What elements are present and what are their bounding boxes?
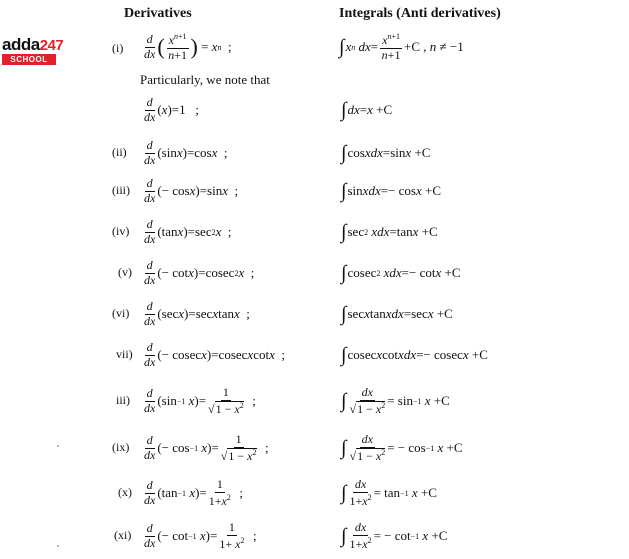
derivative-formula: $\frac{d}{dx}$ (tan x )=sec 2 x ;: [144, 216, 232, 246]
row-label: (xi): [114, 528, 132, 542]
derivative-formula: $\frac{d}{dx}$ (tan −1 x )= $\frac{1}{1+x^2}$ ;: [144, 476, 243, 508]
integral-formula: ∫ sec 2 x dx =tan x +C: [341, 221, 438, 243]
formula-row: [0, 212, 629, 252]
integrals-heading: Integrals (Anti derivatives): [339, 6, 501, 21]
logo-number: 247: [39, 37, 64, 54]
derivative-formula: $\frac{d}{dx}$ (− cos −1 x )= $\frac{1}{√1 - x^2}$ ;: [144, 431, 269, 463]
integral-formula: ∫ cos x dx =sin x +C: [341, 142, 431, 164]
row-label: (iii): [112, 183, 130, 197]
formula-row: [0, 294, 629, 334]
logo-name: adda: [2, 35, 40, 54]
row-label: iii): [116, 393, 130, 407]
row-label: vii): [116, 347, 133, 361]
integral-formula: ∫ $\frac{dx}{√1 - x^2}$ = − cos −1 x +C: [341, 431, 463, 463]
formula-row: [0, 516, 629, 556]
formula-row: [0, 473, 629, 513]
integral-formula: ∫ cosec 2 x dx =− cot x +C: [341, 262, 461, 284]
derivative-formula: $\frac{d}{dx}$ (− cot −1 x )= $\frac{1}{1+ x^2}$ ;: [144, 519, 257, 551]
derivative-formula: $\frac{d}{dx}$ (− cot x )=cosec 2 x ;: [144, 257, 255, 287]
formula-row: [0, 253, 629, 293]
integral-formula: ∫ sin x dx =− cos x +C: [341, 180, 442, 202]
row-label: (vi): [112, 306, 130, 320]
integral-formula: ∫ $\frac{dx}{1+x^2}$ = tan −1 x +C: [341, 476, 437, 508]
derivative-formula: $\frac{d}{dx}$ (sin −1 x )= $\frac{1}{√1 - x^2}$ ;: [144, 384, 256, 416]
integral-formula: ∫ x n dx = $\frac{x^{n+1}}{n+1}$ +C , n ≠ −1: [339, 31, 464, 62]
derivative-formula: $\frac{d}{dx}$ (sin x )=cos x ;: [144, 137, 228, 167]
integral-formula: ∫ sec x tan x dx =sec x +C: [341, 303, 453, 325]
formula-row: [0, 27, 629, 67]
row-label: (ix): [112, 440, 130, 454]
derivative-formula: $\frac{d}{dx}$ ( x )=1 ;: [144, 94, 199, 124]
derivatives-heading: Derivatives: [124, 6, 192, 21]
formula-row: [0, 90, 629, 130]
formula-row: [0, 335, 629, 375]
formula-row: [0, 381, 629, 421]
derivative-formula: $\frac{d}{dx}$ (− cosec x )=cosec x cot x ;: [144, 339, 285, 369]
integral-formula: ∫ $\frac{dx}{√1 - x^2}$ = sin −1 x +C: [341, 384, 450, 416]
integral-formula: ∫ $\frac{dx}{1+x^2}$ = − cot −1 x +C: [341, 519, 448, 551]
formula-row: [0, 428, 629, 468]
formula-row: [0, 171, 629, 211]
row-label: (v): [118, 265, 132, 279]
derivative-formula: $\frac{d}{dx}$ (sec x )=sec x tan x ;: [144, 298, 250, 328]
derivative-formula: $\frac{d}{dx}$ (− cos x )=sin x ;: [144, 175, 239, 205]
formula-row: [0, 133, 629, 173]
particular-note: Particularly, we note that: [140, 72, 270, 87]
derivative-formula: $\frac{d}{dx}$ ( $\frac{x^{n+1}}{n+1}$ ) = x n ;: [144, 31, 232, 62]
logo-tag: SCHOOL: [2, 54, 56, 65]
row-label: (x): [118, 485, 132, 499]
row-label: (iv): [112, 224, 130, 238]
integral-formula: ∫ cosec x cot x dx =− cosec x +C: [341, 344, 488, 366]
integral-formula: ∫ dx = x +C: [341, 99, 393, 121]
row-label: (ii): [112, 145, 127, 159]
row-label: (i): [112, 41, 124, 55]
